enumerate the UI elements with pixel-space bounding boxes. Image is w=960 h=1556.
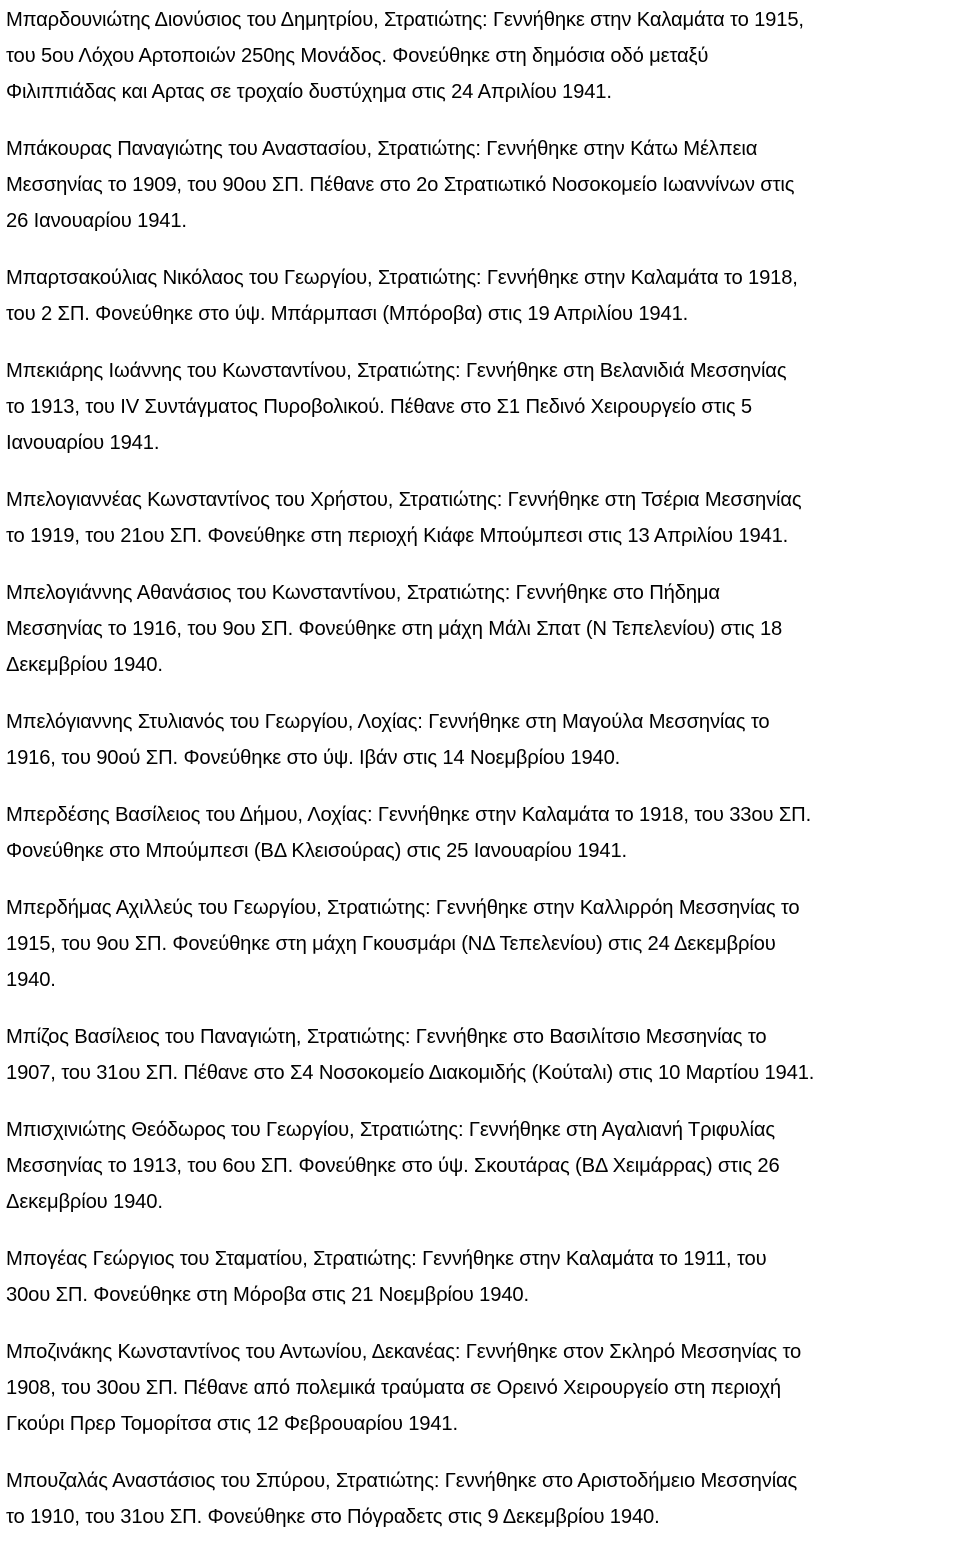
entry-line: Μπισχινιώτης Θεόδωρος του Γεωργίου, Στρατιώτης: Γεννήθηκε στη Αγαλιανή Τριφυλίας (6, 1119, 775, 1141)
soldier-entry (6, 797, 960, 869)
entry-line: 30ου ΣΠ. Φονεύθηκε στη Μόροβα στις 21 Νοεμβρίου 1940. (6, 1284, 529, 1306)
entry-line: 1915, του 9ου ΣΠ. Φονεύθηκε στη μάχη Γκουσμάρι (ΝΔ Τεπελενίου) στις 24 Δεκεμβρίου (6, 933, 776, 955)
entry-line: Γκούρι Πρερ Τομορίτσα στις 12 Φεβρουαρίου 1941. (6, 1413, 458, 1435)
entry-line: 1940. (6, 969, 56, 991)
entry-line: το 1913, του IV Συντάγματος Πυροβολικού. Πέθανε στο Σ1 Πεδινό Χειρουργείο στις 5 (6, 396, 753, 418)
entry-line: Μποζινάκης Κωνσταντίνος του Αντωνίου, Δεκανέας: Γεννήθηκε στον Σκληρό Μεσσηνίας το (6, 1341, 802, 1363)
entry-line: το 1910, του 31ου ΣΠ. Φονεύθηκε στο Πόγραδετς στις 9 Δεκεμβρίου 1940. (6, 1506, 660, 1528)
entry-line: Μπαρτσακούλιας Νικόλαος του Γεωργίου, Στρατιώτης: Γεννήθηκε στην Καλαμάτα το 1918, (6, 267, 798, 289)
soldier-entry (6, 575, 960, 683)
entry-line: Μεσσηνίας το 1909, του 90ου ΣΠ. Πέθανε στο 2ο Στρατιωτικό Νοσοκομείο Ιωαννίνων στις (6, 174, 795, 196)
soldier-entry (6, 1334, 960, 1442)
entry-line: Δεκεμβρίου 1940. (6, 654, 163, 676)
entry-line: 1907, του 31ου ΣΠ. Πέθανε στο Σ4 Νοσοκομείο Διακομιδής (Κούταλι) στις 10 Μαρτίου 1941. (6, 1062, 815, 1084)
entry-line: Φιλιππιάδας και Αρτας σε τροχαίο δυστύχημα στις 24 Απριλίου 1941. (6, 81, 612, 103)
soldier-entry (6, 482, 960, 554)
entry-line: Ιανουαρίου 1941. (6, 432, 160, 454)
entry-line: του 2 ΣΠ. Φονεύθηκε στο ύψ. Μπάρμπασι (Μπόροβα) στις 19 Απριλίου 1941. (6, 303, 689, 325)
soldier-entry (6, 1463, 960, 1535)
entry-line: 26 Ιανουαρίου 1941. (6, 210, 187, 232)
soldier-entry (6, 1241, 960, 1313)
entry-line: Φονεύθηκε στο Μπούμπεσι (ΒΔ Κλεισούρας) στις 25 Ιανουαρίου 1941. (6, 840, 627, 862)
entry-line: 1916, του 90ού ΣΠ. Φονεύθηκε στο ύψ. Ιβάν στις 14 Νοεμβρίου 1940. (6, 747, 621, 769)
soldier-entry (6, 2, 960, 110)
soldier-entry (6, 1112, 960, 1220)
entry-line: Μπουζαλάς Αναστάσιος του Σπύρου, Στρατιώτης: Γεννήθηκε στο Αριστοδήμειο Μεσσηνίας (6, 1470, 798, 1492)
entry-line: Δεκεμβρίου 1940. (6, 1191, 163, 1213)
soldier-entry (6, 1019, 960, 1091)
entry-line: Μπελογιαννέας Κωνσταντίνος του Χρήστου, Στρατιώτης: Γεννήθηκε στη Τσέρια Μεσσηνίας (6, 489, 802, 511)
entry-line: Μπογέας Γεώργιος του Σταματίου, Στρατιώτης: Γεννήθηκε στην Καλαμάτα το 1911, του (6, 1248, 767, 1270)
entry-line: Μπάκουρας Παναγιώτης του Αναστασίου, Στρατιώτης: Γεννήθηκε στην Κάτω Μέλπεια (6, 138, 758, 160)
entry-line: Μπελόγιαννης Στυλιανός του Γεωργίου, Λοχίας: Γεννήθηκε στη Μαγούλα Μεσσηνίας το (6, 711, 770, 733)
entry-line: Μεσσηνίας το 1916, του 9ου ΣΠ. Φονεύθηκε στη μάχη Μάλι Σπατ (Ν Τεπελενίου) στις 18 (6, 618, 783, 640)
entry-line: Μπερδέσης Βασίλειος του Δήμου, Λοχίας: Γεννήθηκε στην Καλαμάτα το 1918, του 33ου ΣΠ. (6, 804, 812, 826)
entry-line: το 1919, του 21ου ΣΠ. Φονεύθηκε στη περιοχή Κιάφε Μπούμπεσι στις 13 Απριλίου 1941. (6, 525, 789, 547)
entry-line: 1908, του 30ου ΣΠ. Πέθανε από πολεμικά τραύματα σε Ορεινό Χειρουργείο στη περιοχή (6, 1377, 781, 1399)
soldier-entry (6, 890, 960, 998)
soldier-entry (6, 704, 960, 776)
entry-line: Μπαρδουνιώτης Διονύσιος του Δημητρίου, Στρατιώτης: Γεννήθηκε στην Καλαμάτα το 1915, (6, 9, 804, 31)
entry-line: Μπίζος Βασίλειος του Παναγιώτη, Στρατιώτης: Γεννήθηκε στο Βασιλίτσιο Μεσσηνίας το (6, 1026, 767, 1048)
soldier-entry (6, 131, 960, 239)
entry-line: του 5ου Λόχου Αρτοποιών 250ης Μονάδος. Φονεύθηκε στη δημόσια οδό μεταξύ (6, 45, 709, 67)
entry-line: Μπεκιάρης Ιωάννης του Κωνσταντίνου, Στρατιώτης: Γεννήθηκε στη Βελανιδιά Μεσσηνίας (6, 360, 787, 382)
document-page (6, 2, 960, 1556)
entry-line: Μπερδήμας Αχιλλεύς του Γεωργίου, Στρατιώτης: Γεννήθηκε στην Καλλιρρόη Μεσσηνίας το (6, 897, 800, 919)
entry-line: Μπελογιάννης Αθανάσιος του Κωνσταντίνου, Στρατιώτης: Γεννήθηκε στο Πήδημα (6, 582, 720, 604)
soldier-entry (6, 260, 960, 332)
entry-line: Μεσσηνίας το 1913, του 6ου ΣΠ. Φονεύθηκε στο ύψ. Σκουτάρας (ΒΔ Χειμάρρας) στις 26 (6, 1155, 780, 1177)
soldier-entry (6, 353, 960, 461)
